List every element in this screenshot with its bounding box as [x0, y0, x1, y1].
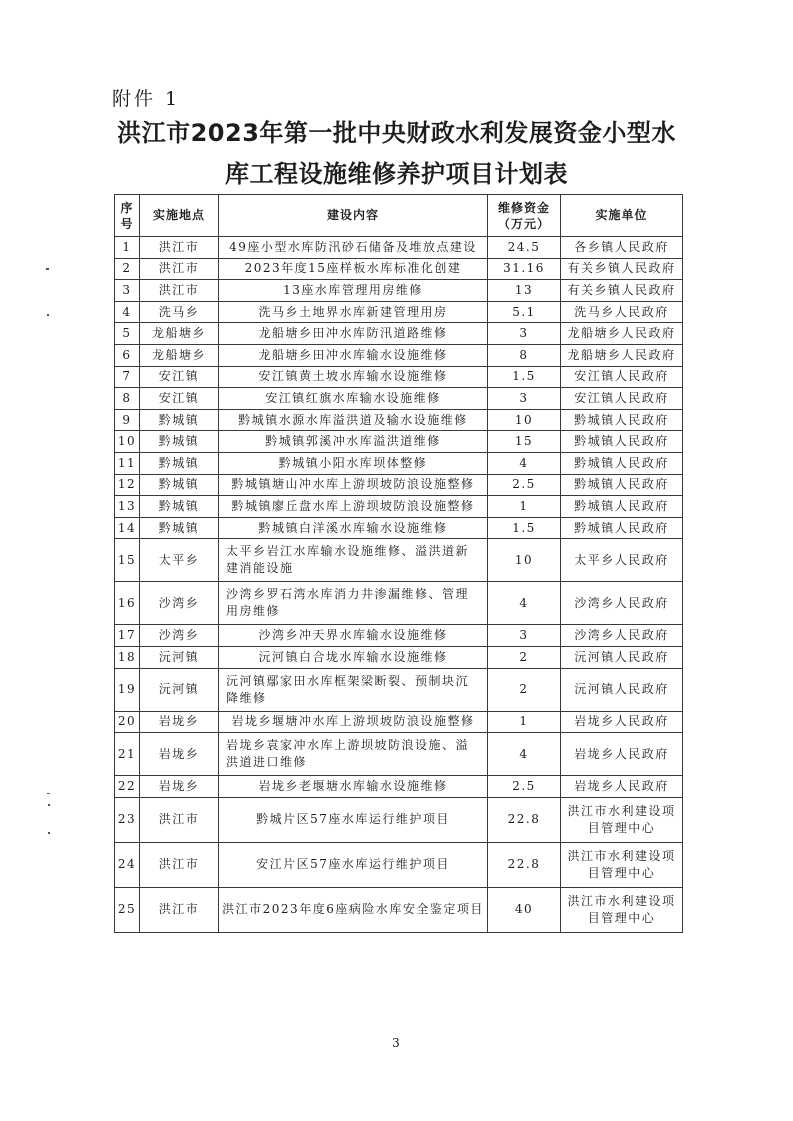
table-row — [115, 496, 683, 518]
cell-seq: 23 — [115, 797, 140, 842]
cell-seq: 4 — [115, 301, 140, 323]
cell-location: 洪江市 — [140, 842, 219, 887]
cell-unit: 黔城镇人民政府 — [561, 431, 683, 453]
cell-location: 沙湾乡 — [140, 625, 219, 647]
table-row — [115, 625, 683, 647]
cell-funds: 40 — [488, 887, 561, 932]
cell-unit: 黔城镇人民政府 — [561, 452, 683, 474]
table-row — [115, 776, 683, 798]
cell-funds: 1.5 — [488, 366, 561, 388]
cell-content: 洗马乡土地界水库新建管理用房 — [219, 301, 488, 323]
cell-funds: 5.1 — [488, 301, 561, 323]
table-row — [115, 366, 683, 388]
cell-content: 黔城镇郭溪冲水库溢洪道维修 — [219, 431, 488, 453]
document-title-line1: 洪江市2023年第一批中央财政水利发展资金小型水 — [117, 119, 676, 147]
cell-unit: 沅河镇人民政府 — [561, 668, 683, 711]
cell-content: 太平乡岩江水库输水设施维修、溢洪道新建消能设施 — [219, 539, 488, 582]
cell-seq: 12 — [115, 474, 140, 496]
cell-funds: 15 — [488, 431, 561, 453]
cell-seq: 6 — [115, 344, 140, 366]
cell-unit: 龙船塘乡人民政府 — [561, 323, 683, 345]
cell-seq: 14 — [115, 517, 140, 539]
cell-funds: 2 — [488, 668, 561, 711]
table-row — [115, 388, 683, 410]
document-title-line2: 库工程设施维修养护项目计划表 — [225, 160, 568, 188]
cell-location: 龙船塘乡 — [140, 323, 219, 345]
cell-seq: 21 — [115, 733, 140, 776]
cell-unit: 有关乡镇人民政府 — [561, 280, 683, 302]
cell-seq: 10 — [115, 431, 140, 453]
cell-content: 黔城镇塘山冲水库上游坝坡防浪设施整修 — [219, 474, 488, 496]
table-body — [115, 237, 683, 933]
cell-content: 沙湾乡罗石湾水库消力井渗漏维修、管理用房维修 — [219, 582, 488, 625]
cell-content: 岩垅乡堰塘冲水库上游坝坡防浪设施整修 — [219, 711, 488, 733]
table-row — [115, 646, 683, 668]
cell-location: 黔城镇 — [140, 517, 219, 539]
cell-content: 13座水库管理用房维修 — [219, 280, 488, 302]
cell-unit: 岩垅乡人民政府 — [561, 733, 683, 776]
cell-unit: 黔城镇人民政府 — [561, 496, 683, 518]
cell-funds: 1.5 — [488, 517, 561, 539]
cell-content: 2023年度15座样板水库标准化创建 — [219, 258, 488, 280]
header-seq — [115, 195, 140, 237]
table-row — [115, 733, 683, 776]
cell-unit: 太平乡人民政府 — [561, 539, 683, 582]
cell-unit: 黔城镇人民政府 — [561, 517, 683, 539]
cell-seq: 16 — [115, 582, 140, 625]
cell-seq: 2 — [115, 258, 140, 280]
cell-location: 洗马乡 — [140, 301, 219, 323]
cell-funds: 22.8 — [488, 842, 561, 887]
cell-content: 洪江市2023年度6座病险水库安全鉴定项目 — [219, 887, 488, 932]
cell-funds: 22.8 — [488, 797, 561, 842]
cell-content: 岩垅乡袁家冲水库上游坝坡防浪设施、溢洪道进口维修 — [219, 733, 488, 776]
header-seq-line1: 序 — [120, 200, 134, 215]
cell-location: 黔城镇 — [140, 496, 219, 518]
cell-seq: 13 — [115, 496, 140, 518]
cell-unit: 安江镇人民政府 — [561, 366, 683, 388]
cell-location: 洪江市 — [140, 258, 219, 280]
cell-content: 安江片区57座水库运行维护项目 — [219, 842, 488, 887]
cell-location: 安江镇 — [140, 388, 219, 410]
cell-unit: 洗马乡人民政府 — [561, 301, 683, 323]
cell-funds: 2 — [488, 646, 561, 668]
cell-seq: 1 — [115, 237, 140, 259]
project-plan-table — [114, 194, 683, 933]
cell-funds: 1 — [488, 711, 561, 733]
cell-location: 沙湾乡 — [140, 582, 219, 625]
cell-seq: 18 — [115, 646, 140, 668]
cell-location: 岩垅乡 — [140, 776, 219, 798]
cell-unit: 岩垅乡人民政府 — [561, 776, 683, 798]
cell-seq: 24 — [115, 842, 140, 887]
cell-seq: 7 — [115, 366, 140, 388]
cell-unit: 岩垅乡人民政府 — [561, 711, 683, 733]
table-row — [115, 474, 683, 496]
cell-seq: 9 — [115, 409, 140, 431]
table-row — [115, 711, 683, 733]
header-funds-line1: 维修资金 — [497, 200, 550, 215]
cell-funds: 31.16 — [488, 258, 561, 280]
scan-speck — [48, 832, 50, 834]
table-row — [115, 582, 683, 625]
cell-content: 沙湾乡冲天界水库输水设施维修 — [219, 625, 488, 647]
cell-location: 龙船塘乡 — [140, 344, 219, 366]
cell-unit: 沙湾乡人民政府 — [561, 625, 683, 647]
cell-funds: 1 — [488, 496, 561, 518]
cell-content: 黔城镇廖丘盘水库上游坝坡防浪设施整修 — [219, 496, 488, 518]
cell-funds: 3 — [488, 323, 561, 345]
attachment-label: 附件 1 — [112, 88, 181, 110]
cell-funds: 24.5 — [488, 237, 561, 259]
cell-funds: 2.5 — [488, 474, 561, 496]
cell-funds: 4 — [488, 733, 561, 776]
header-seq-line2: 号 — [120, 216, 134, 231]
table-row — [115, 842, 683, 887]
cell-seq: 15 — [115, 539, 140, 582]
cell-funds: 3 — [488, 388, 561, 410]
scan-speck — [48, 804, 50, 806]
cell-content: 沅河镇白合垅水库输水设施维修 — [219, 646, 488, 668]
cell-content: 黔城镇白洋溪水库输水设施维修 — [219, 517, 488, 539]
cell-seq: 22 — [115, 776, 140, 798]
table-row — [115, 344, 683, 366]
table-row — [115, 539, 683, 582]
cell-funds: 10 — [488, 539, 561, 582]
cell-unit: 洪江市水利建设项目管理中心 — [561, 797, 683, 842]
cell-location: 太平乡 — [140, 539, 219, 582]
cell-unit: 安江镇人民政府 — [561, 388, 683, 410]
cell-seq: 11 — [115, 452, 140, 474]
cell-funds: 8 — [488, 344, 561, 366]
table-row — [115, 323, 683, 345]
cell-seq: 5 — [115, 323, 140, 345]
cell-location: 黔城镇 — [140, 409, 219, 431]
table-row — [115, 517, 683, 539]
cell-unit: 龙船塘乡人民政府 — [561, 344, 683, 366]
table-row — [115, 409, 683, 431]
header-content: 建设内容 — [219, 195, 488, 237]
scan-speck — [46, 268, 49, 270]
cell-location: 洪江市 — [140, 887, 219, 932]
cell-content: 岩垅乡老堰塘水库输水设施维修 — [219, 776, 488, 798]
cell-funds: 13 — [488, 280, 561, 302]
cell-unit: 黔城镇人民政府 — [561, 474, 683, 496]
cell-location: 沅河镇 — [140, 668, 219, 711]
cell-funds: 4 — [488, 582, 561, 625]
cell-location: 黔城镇 — [140, 474, 219, 496]
header-funds-line2: （万元） — [497, 216, 550, 231]
table-header-row — [115, 195, 683, 237]
page-number: 3 — [392, 1036, 400, 1050]
cell-content: 49座小型水库防汛砂石储备及堆放点建设 — [219, 237, 488, 259]
cell-location: 岩垅乡 — [140, 711, 219, 733]
cell-content: 龙船塘乡田冲水库防汛道路维修 — [219, 323, 488, 345]
cell-unit: 各乡镇人民政府 — [561, 237, 683, 259]
cell-funds: 10 — [488, 409, 561, 431]
header-unit: 实施单位 — [561, 195, 683, 237]
table-row — [115, 452, 683, 474]
cell-content: 沅河镇鄢家田水库框架梁断裂、预制块沉降维修 — [219, 668, 488, 711]
cell-seq: 3 — [115, 280, 140, 302]
cell-content: 黔城镇水源水库溢洪道及输水设施维修 — [219, 409, 488, 431]
cell-seq: 25 — [115, 887, 140, 932]
cell-unit: 沅河镇人民政府 — [561, 646, 683, 668]
cell-location: 沅河镇 — [140, 646, 219, 668]
cell-location: 黔城镇 — [140, 452, 219, 474]
cell-funds: 4 — [488, 452, 561, 474]
cell-content: 龙船塘乡田冲水库输水设施维修 — [219, 344, 488, 366]
cell-seq: 19 — [115, 668, 140, 711]
cell-seq: 17 — [115, 625, 140, 647]
cell-location: 黔城镇 — [140, 431, 219, 453]
scan-speck — [47, 314, 49, 316]
cell-content: 安江镇红旗水库输水设施维修 — [219, 388, 488, 410]
table-row — [115, 797, 683, 842]
cell-unit: 沙湾乡人民政府 — [561, 582, 683, 625]
table-row — [115, 431, 683, 453]
scan-speck — [47, 793, 50, 794]
cell-unit: 洪江市水利建设项目管理中心 — [561, 887, 683, 932]
cell-seq: 8 — [115, 388, 140, 410]
header-funds — [488, 195, 561, 237]
cell-location: 洪江市 — [140, 237, 219, 259]
cell-funds: 3 — [488, 625, 561, 647]
cell-content: 黔城片区57座水库运行维护项目 — [219, 797, 488, 842]
cell-unit: 有关乡镇人民政府 — [561, 258, 683, 280]
cell-location: 洪江市 — [140, 797, 219, 842]
cell-unit: 洪江市水利建设项目管理中心 — [561, 842, 683, 887]
cell-content: 黔城镇小阳水库坝体整修 — [219, 452, 488, 474]
header-location: 实施地点 — [140, 195, 219, 237]
cell-unit: 黔城镇人民政府 — [561, 409, 683, 431]
cell-seq: 20 — [115, 711, 140, 733]
table-row — [115, 280, 683, 302]
table-row — [115, 668, 683, 711]
table-row — [115, 301, 683, 323]
cell-location: 安江镇 — [140, 366, 219, 388]
cell-content: 安江镇黄土坡水库输水设施维修 — [219, 366, 488, 388]
table-row — [115, 887, 683, 932]
table-row — [115, 258, 683, 280]
table-row — [115, 237, 683, 259]
cell-location: 岩垅乡 — [140, 733, 219, 776]
cell-location: 洪江市 — [140, 280, 219, 302]
cell-funds: 2.5 — [488, 776, 561, 798]
